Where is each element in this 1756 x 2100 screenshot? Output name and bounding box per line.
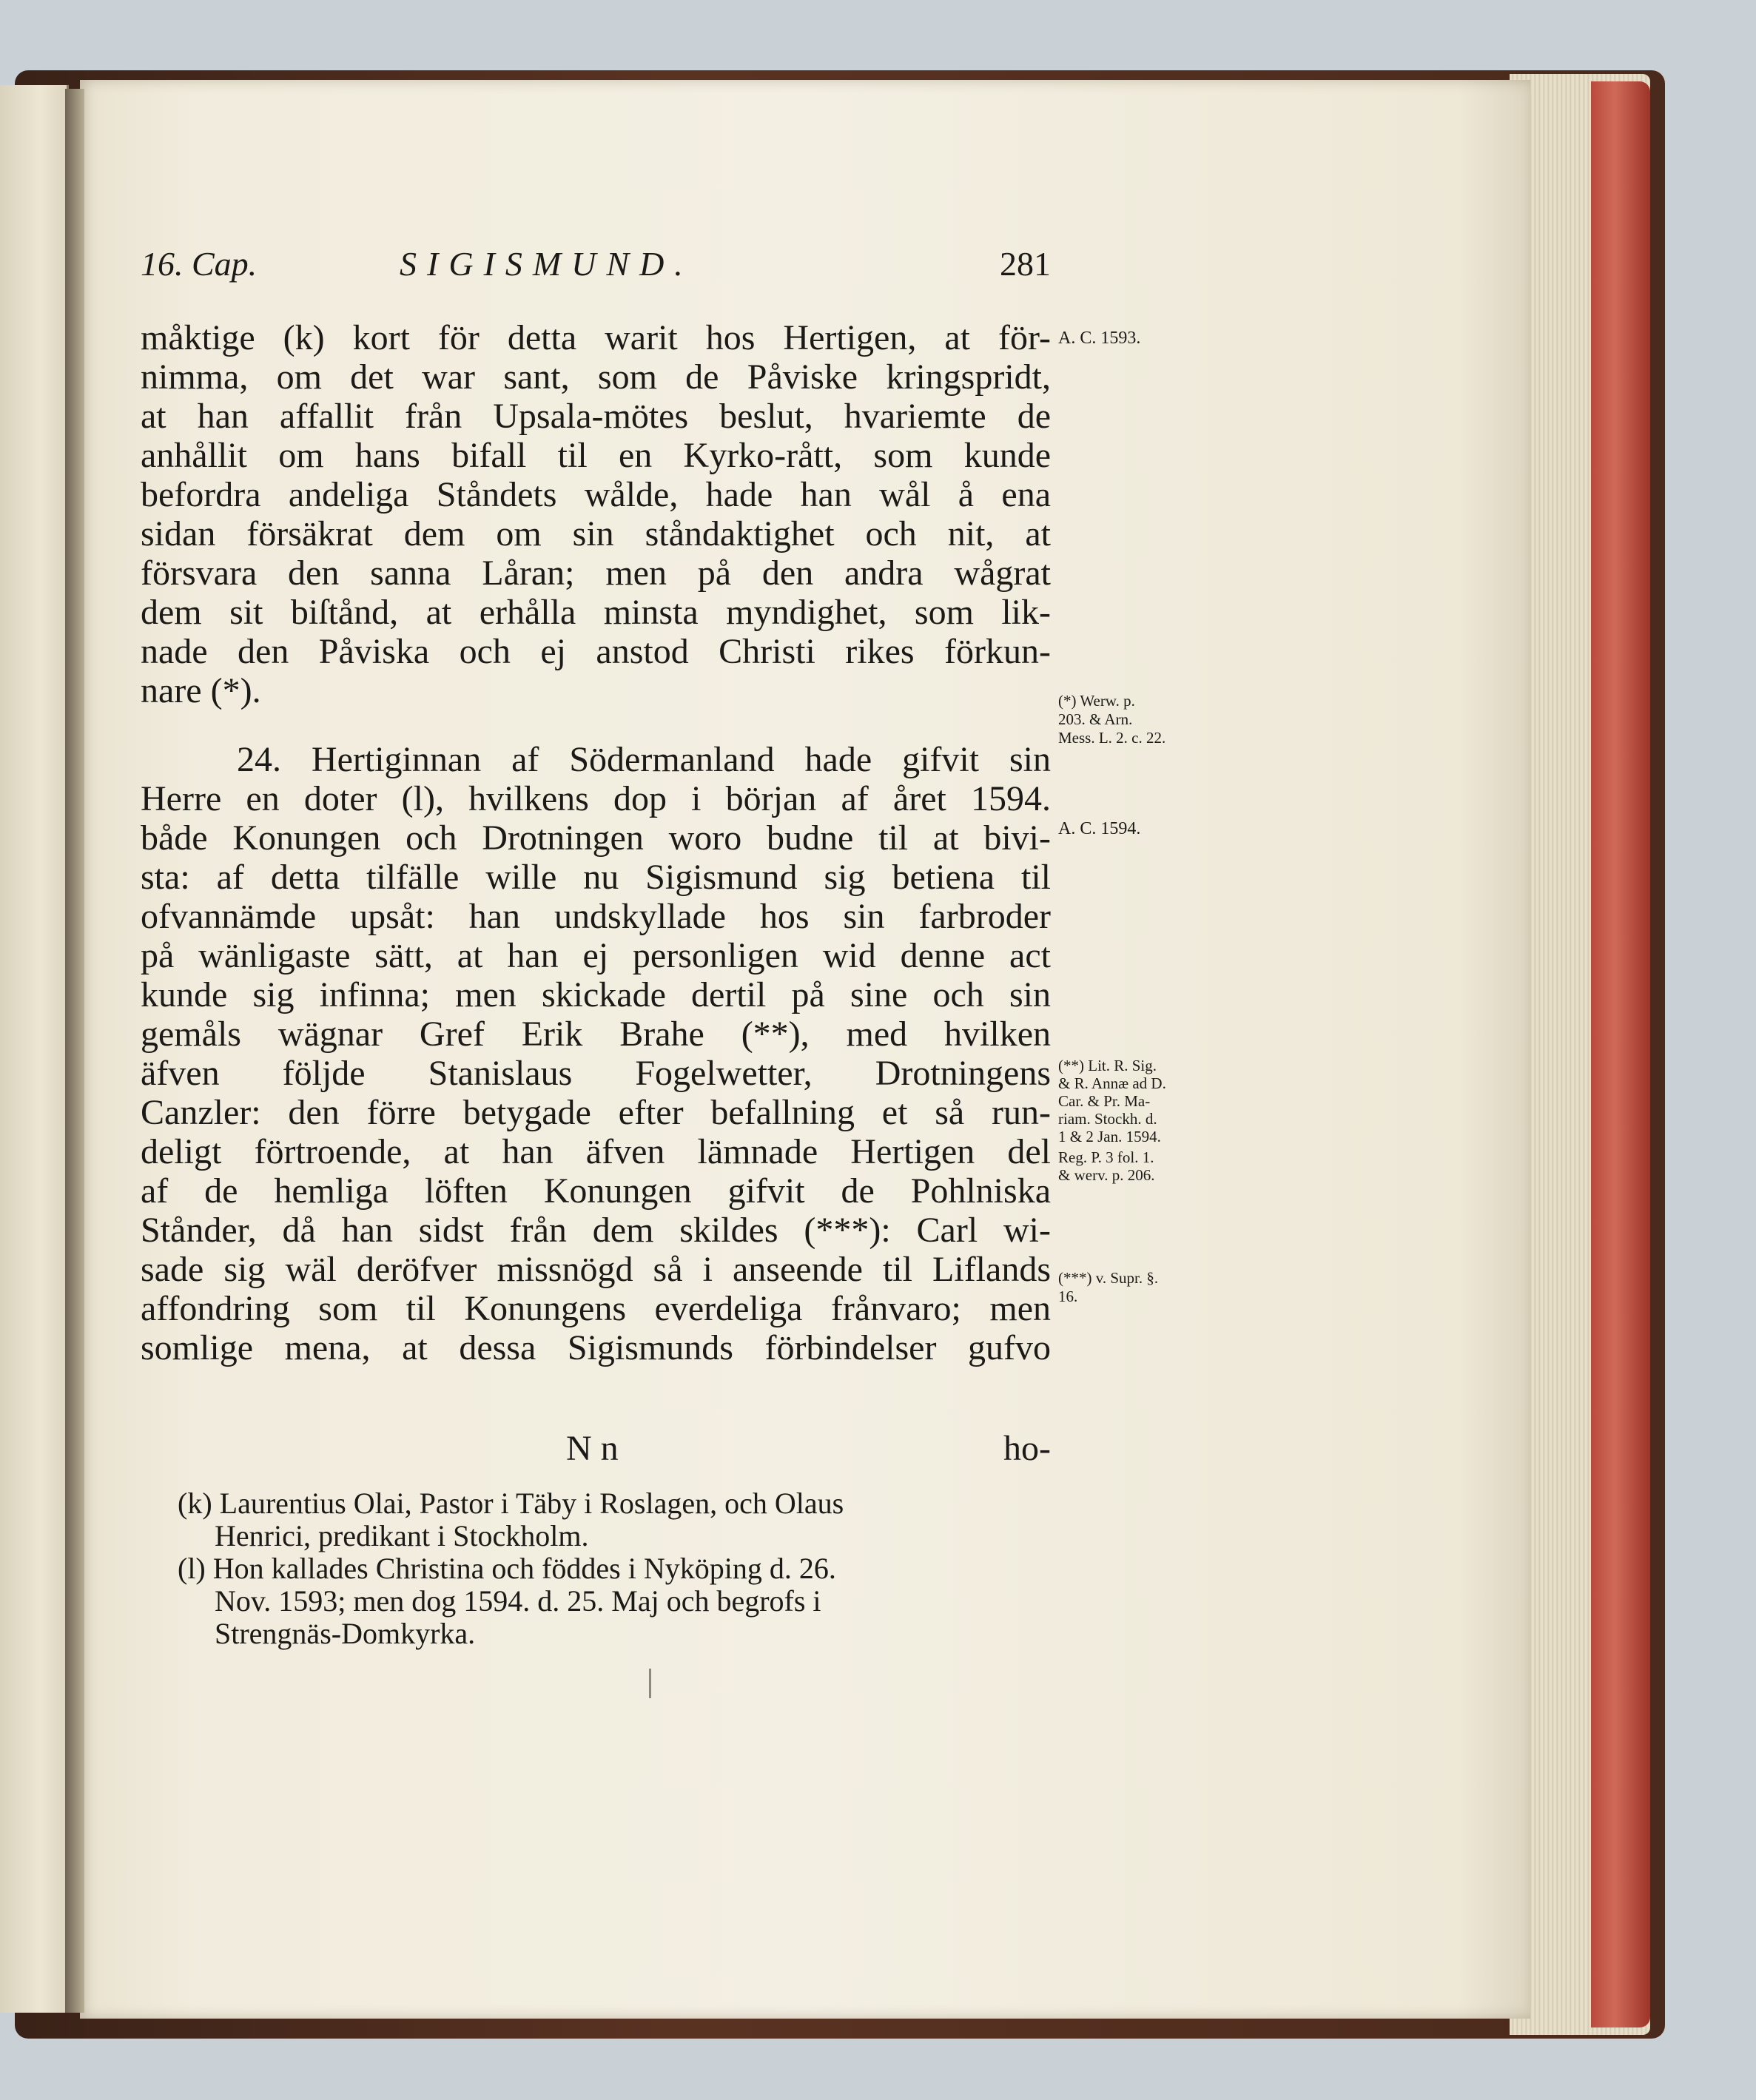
red-page-edge	[1591, 81, 1650, 2027]
margin-ref: Reg. P. 3 fol. 1.	[1058, 1148, 1154, 1166]
margin-ref: 16.	[1058, 1288, 1078, 1305]
margin-ref: (***) v. Supr. §.	[1058, 1269, 1159, 1287]
chapter-label: 16. Cap.	[141, 245, 258, 283]
text-line: kunde sig infinna; men skickade dertil på sine och sin	[141, 975, 1051, 1014]
text-line: anhållit om hans bifall til en Kyrko-rått, som kunde	[141, 436, 1051, 475]
margin-ref: Car. & Pr. Ma-	[1058, 1092, 1151, 1110]
page-number: 281	[1000, 245, 1051, 283]
text-line: sade sig wäl deröfver missnögd så i anseende til Liflands	[141, 1250, 1051, 1289]
text-line: nade den Påviska och ej anstod Christi rikes förkun-	[141, 632, 1051, 671]
margin-date: A. C. 1593.	[1058, 329, 1141, 348]
running-head	[141, 244, 1051, 289]
footnotes	[178, 1487, 1051, 1650]
footnote-line: (l) Hon kallades Christina och föddes i Nyköping d. 26.	[178, 1552, 836, 1585]
body-text	[141, 318, 1051, 1367]
text-line: ofvannämde upsåt: han undskyllade hos sin farbroder	[141, 897, 1051, 936]
footnote-l	[178, 1552, 1051, 1650]
text-line: nimma, om det war sant, som de Påviske kringspridt,	[141, 357, 1051, 397]
text-line: Canzler: den förre betygade efter befallning et så run-	[141, 1093, 1051, 1132]
footnote-line: Nov. 1593; men dog 1594. d. 25. Maj och begrofs i	[215, 1584, 821, 1618]
signature-mark: N n	[566, 1429, 619, 1468]
catch-line	[141, 1428, 1051, 1469]
text-line: 24. Hertiginnan af Södermanland hade gifvit sin	[237, 740, 1051, 779]
text-line: sidan försäkrat dem om sin ståndaktighet och nit, at	[141, 514, 1051, 553]
margin-ref: 203. & Arn.	[1058, 710, 1133, 728]
margin-ref: Mess. L. 2. c. 22.	[1058, 729, 1166, 747]
margin-date: A. C. 1594.	[1058, 819, 1141, 838]
margin-ref: 1 & 2 Jan. 1594.	[1058, 1128, 1161, 1145]
margin-ref: & R. Annæ ad D.	[1058, 1074, 1166, 1092]
footnote-k	[178, 1487, 1051, 1552]
text-line: äfven följde Stanislaus Fogelwetter, Drotningens	[141, 1054, 1051, 1093]
footnote-line: Henrici, predikant i Stockholm.	[215, 1519, 589, 1552]
margin-ref: (*) Werw. p.	[1058, 692, 1135, 710]
footnote-line: Strengnäs-Domkyrka.	[215, 1617, 476, 1650]
text-line: nare (*).	[141, 671, 261, 710]
text-line: befordra andeliga Ståndets wålde, hade han wål å ena	[141, 475, 1051, 514]
text-line: både Konungen och Drotningen woro budne til at bivi-	[141, 818, 1051, 858]
footnote-line: (k) Laurentius Olai, Pastor i Täby i Roslagen, och Olaus	[178, 1487, 844, 1520]
left-page-edge	[0, 85, 69, 2013]
text-line: somlige mena, at dessa Sigismunds förbindelser gufvo	[141, 1328, 1051, 1367]
paragraph-gap	[141, 710, 1051, 740]
stray-mark	[649, 1669, 651, 1698]
text-line: at han affallit från Upsala-mötes beslut, hvariemte de	[141, 397, 1051, 436]
text-line: måktige (k) kort för detta warit hos Hertigen, at för-	[141, 318, 1051, 357]
text-line: gemåls wägnar Gref Erik Brahe (**), med hvilken	[141, 1014, 1051, 1054]
text-line: Herre en doter (l), hvilkens dop i början af året 1594.	[141, 779, 1051, 818]
gutter-shadow	[65, 89, 84, 2013]
text-line: Stånder, då han sidst från dem skildes (***): Carl wi-	[141, 1211, 1051, 1250]
running-title: SIGISMUND.	[400, 245, 693, 283]
text-line: försvara den sanna Låran; men på den andra wågrat	[141, 553, 1051, 593]
margin-ref: riam. Stockh. d.	[1058, 1110, 1157, 1128]
text-line: af de hemliga löften Konungen gifvit de Pohlniska	[141, 1171, 1051, 1211]
text-line: sta: af detta tilfälle wille nu Sigismund sig betiena til	[141, 858, 1051, 897]
text-line: affondring som til Konungens everdeliga frånvaro; men	[141, 1289, 1051, 1328]
margin-ref: & werv. p. 206.	[1058, 1166, 1155, 1184]
text-line: på wänligaste sätt, at han ej personligen wid denne act	[141, 936, 1051, 975]
catchword: ho-	[1003, 1429, 1051, 1468]
text-line: dem sit biſtånd, at erhålla minsta myndighet, som lik-	[141, 593, 1051, 632]
text-line: deligt förtroende, at han äfven lämnade Hertigen del	[141, 1132, 1051, 1171]
margin-ref: (**) Lit. R. Sig.	[1058, 1057, 1157, 1074]
